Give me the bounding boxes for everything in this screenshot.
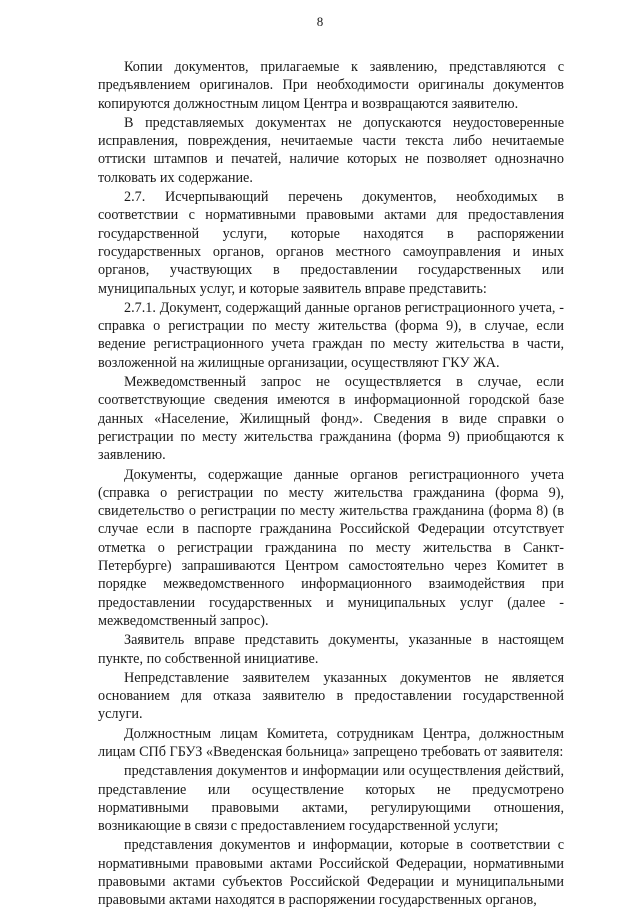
paragraph-unverified-corrections: В представляемых документах не допускаются неудостоверенные исправления, повреждения, нечитаемые части текста либо нечитаемые оттиски штампов и печатей, наличие которых не позволяет однозначно толковать их содержание. xyxy=(98,114,564,186)
paragraph-non-submission: Непредставление заявителем указанных документов не является основанием для отказа заявителю в предоставлении государственной услуги. xyxy=(98,669,564,723)
paragraph-own-initiative: Заявитель вправе представить документы, указанные в настоящем пункте, по собственной инициативе. xyxy=(98,632,564,667)
paragraph-section-2-7-1: 2.7.1. Документ, содержащий данные органов регистрационного учета, - справка о регистрации по месту жительства (форма 9), в случае, если ведение регистрационного учета граждан по месту жительства в части, возложенной на жилищные организации, осуществляют ГКУ ЖА. xyxy=(98,299,564,371)
paragraph-copies-of-documents: Копии документов, прилагаемые к заявлению, представляются с предъявлением оригиналов. При необходимости оригиналы документов копируются должностным лицом Центра и возвращаются заявителю. xyxy=(98,59,564,112)
paragraph-registration-documents: Документы, содержащие данные органов регистрационного учета (справка о регистрации по месту жительства гражданина (форма 9), свидетельство о регистрации по месту жительства гражданина (форма 8) (в случае если в паспорте гражданина Российской Федерации отсутствует отметка о регистрации гражданина по месту жительства в Санкт-Петербурге) запрашиваются Центром самостоятельно через Комитет в порядке межведомственного информационного взаимодействия при предоставлении государственных и муниципальных услуг (далее - межведомственный запрос). xyxy=(98,466,564,629)
paragraph-prohibited-requirements: Должностным лицам Комитета, сотрудникам Центра, должностным лицам СПб ГБУЗ «Введенская больница» запрещено требовать от заявителя: xyxy=(98,725,564,760)
paragraph-interagency-request: Межведомственный запрос не осуществляется в случае, если соответствующие сведения имеются в информационной городской базе данных «Население, Жилищный фонд». Сведения в виде справки о регистрации по месту жительства гражданина (форма 9) приобщаются к заявлению. xyxy=(98,374,564,464)
page-number: 8 xyxy=(316,14,324,29)
paragraph-prohibition-item-1: представления документов и информации или осуществления действий, представление или осуществление которых не предусмотрено нормативными правовыми актами, регулирующими отношения, возникающие в связи с предоставлением государственной услуги; xyxy=(98,763,564,835)
paragraph-section-2-7: 2.7. Исчерпывающий перечень документов, необходимых в соответствии с нормативными правовыми актами для предоставления государственной услуги, которые находятся в распоряжении государственных органов, органов местного самоуправления и иных органов, участвующих в предоставлении государственных или муниципальных услуг, и которые заявитель вправе представить: xyxy=(98,189,564,297)
paragraph-prohibition-item-2: представления документов и информации, которые в соответствии с нормативными правовыми актами Российской Федерации, нормативными правовыми актами субъектов Российской Федерации и муниципальными правовыми актами находятся в распоряжении государственных органов, xyxy=(98,837,564,909)
document-body xyxy=(98,58,564,910)
